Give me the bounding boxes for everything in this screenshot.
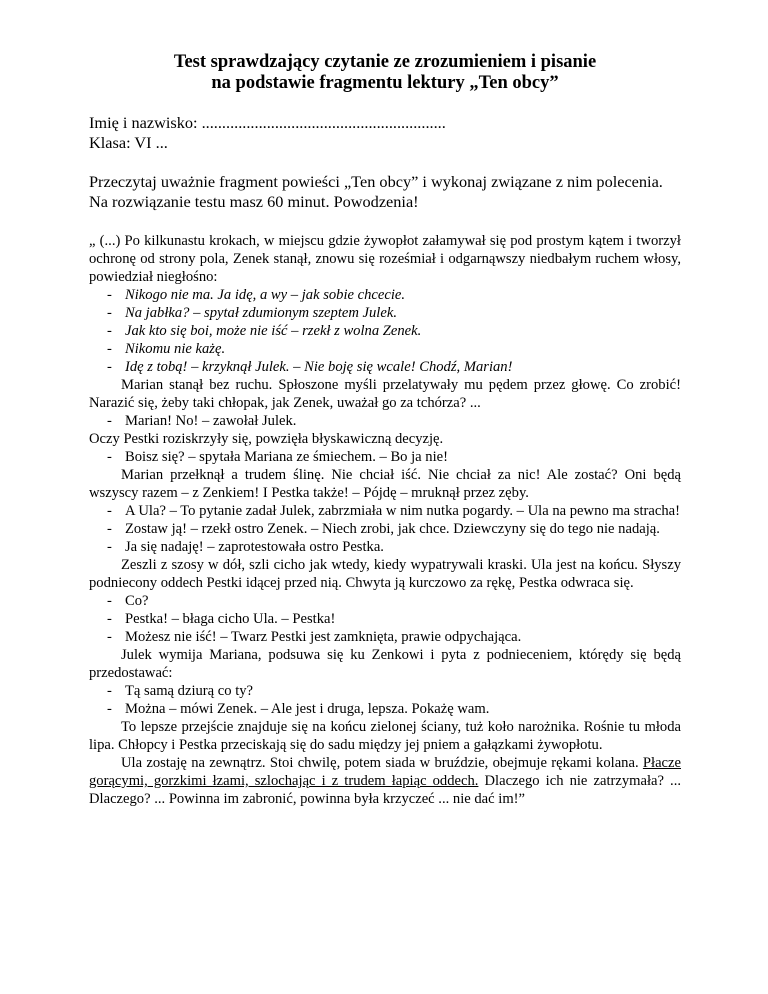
dialogue-line: - Jak kto się boi, może nie iść – rzekł z wolna Zenek. <box>107 323 422 339</box>
name-field: Imię i nazwisko: ............................................................ <box>89 113 446 132</box>
title-line-1: Test sprawdzający czytanie ze zrozumieniem i pisanie <box>173 52 597 72</box>
excerpt-paragraph: „ (...) Po kilkunastu krokach, w miejscu gdzie żywopłot załamywał się pod prostym kątem i tworzył ochronę od strony pola, Zenek stanął, znowu się roześmiał i odgarnąwszy niedbałym ruchem włosy, powiedział niegłośno: <box>89 233 681 285</box>
dialogue-line: - Ja się nadaję! – zaprotestowała ostro Pestka. <box>107 539 384 555</box>
dialogue-text: Marian! No! – zawołał Julek. <box>125 413 297 429</box>
excerpt-paragraph <box>89 754 681 808</box>
dialogue-line: - Boisz się? – spytała Mariana ze śmiechem. – Bo ja nie! <box>107 449 448 465</box>
dialogue-text: Nikogo nie ma. Ja idę, a wy – jak sobie chcecie. <box>125 287 406 303</box>
underlined-sentence: Płacze gorącymi, gorzkimi łzami, szlochając i z trudem łapiąc oddech. <box>89 755 681 789</box>
dialogue-text: A Ula? – To pytanie zadał Julek, zabrzmiała w nim nutka pogardy. – Ula na pewno ma stracha! <box>125 503 680 519</box>
dialogue-text: Można – mówi Zenek. – Ale jest i druga, lepsza. Pokażę wam. <box>125 701 490 717</box>
excerpt-paragraph: Zeszli z szosy w dół, szli cicho jak wtedy, kiedy wypatrywali kraski. Ula jest na końcu. Słyszy podniecony oddech Pestki idącej przed nią. Chwyta ją kurczowo za rękę, Pestka odwraca się. <box>89 557 681 591</box>
dialogue-line: - Zostaw ją! – rzekł ostro Zenek. – Niech zrobi, jak chce. Dziewczyny się do tego nie nadają. <box>107 521 660 537</box>
dialogue-text: Na jabłka? – spytał zdumionym szeptem Julek. <box>125 305 397 321</box>
dialogue-line: - Na jabłka? – spytał zdumionym szeptem Julek. <box>107 305 397 321</box>
test-title <box>89 52 681 94</box>
excerpt-paragraph: Marian przełknął a trudem ślinę. Nie chciał iść. Nie chciał za nic! Ale zostać? Oni będą wszyscy razem – z Zenkiem! I Pestka także! – Pójdę – mruknął przez zęby. <box>89 467 681 501</box>
dialogue-text: Pestka! – błaga cicho Ula. – Pestka! <box>125 611 336 627</box>
title-line-2: na podstawie fragmentu lektury „Ten obcy” <box>211 73 559 93</box>
dialogue-line: - Nikogo nie ma. Ja idę, a wy – jak sobie chcecie. <box>107 287 406 303</box>
excerpt-paragraph: To lepsze przejście znajduje się na końcu zielonej ściany, tuż koło narożnika. Rośnie tu młoda lipa. Chłopcy i Pestka przeciskają się do sadu między jej pniem a gałązkami żywopłotu. <box>89 719 681 753</box>
dialogue-line: - Marian! No! – zawołał Julek. <box>107 413 297 429</box>
dialogue-line: - Tą samą dziurą co ty? <box>107 683 254 699</box>
paragraph-text: Ula zostaję na zewnątrz. Stoi chwilę, potem siada w bruździe, obejmuje rękami kolana. <box>121 755 643 771</box>
excerpt-paragraph: Oczy Pestki roziskrzyły się, powzięła błyskawiczną decyzję. <box>89 431 444 447</box>
dialogue-text: Nikomu nie każę. <box>125 341 226 357</box>
dialogue-text: Tą samą dziurą co ty? <box>125 683 254 699</box>
dialogue-text: Jak kto się boi, może nie iść – rzekł z wolna Zenek. <box>125 323 422 339</box>
dialogue-line: - Możesz nie iść! – Twarz Pestki jest zamknięta, prawie odpychająca. <box>107 629 522 645</box>
dialogue-line: - A Ula? – To pytanie zadał Julek, zabrzmiała w nim nutka pogardy. – Ula na pewno ma stracha! <box>107 503 680 519</box>
excerpt <box>89 232 681 808</box>
instructions: Przeczytaj uważnie fragment powieści „Ten obcy” i wykonaj związane z nim polecenia. Na rozwiązanie testu masz 60 minut. Powodzenia! <box>89 172 663 211</box>
paragraph-text: Dlaczego ich nie zatrzymała? ... Dlaczego? ... Powinna im zabronić, powinna była krzyczeć ... nie dać im!” <box>89 773 681 807</box>
dialogue-line: - Co? <box>107 593 149 609</box>
class-field: Klasa: VI ... <box>89 133 168 152</box>
dialogue-text: Boisz się? – spytała Mariana ze śmiechem. – Bo ja nie! <box>125 449 448 465</box>
dialogue-text: Co? <box>125 593 149 609</box>
dialogue-line: - Można – mówi Zenek. – Ale jest i druga, lepsza. Pokażę wam. <box>107 701 490 717</box>
dialogue-text: Możesz nie iść! – Twarz Pestki jest zamknięta, prawie odpychająca. <box>125 629 522 645</box>
dialogue-line: - Pestka! – błaga cicho Ula. – Pestka! <box>107 611 336 627</box>
dialogue-text: Zostaw ją! – rzekł ostro Zenek. – Niech zrobi, jak chce. Dziewczyny się do tego nie nadają. <box>125 521 660 537</box>
excerpt-paragraph: Marian stanął bez ruchu. Spłoszone myśli przelatywały mu pędem przez głowę. Co zrobić! Narazić się, żeby taki chłopak, jak Zenek, uważał go za tchórza? ... <box>89 377 681 411</box>
student-info <box>89 113 681 153</box>
dialogue-text: Idę z tobą! – krzyknął Julek. – Nie boję się wcale! Chodź, Marian! <box>125 359 513 375</box>
dialogue-line: - Nikomu nie każę. <box>107 341 226 357</box>
dialogue-line: - Idę z tobą! – krzyknął Julek. – Nie boję się wcale! Chodź, Marian! <box>107 359 513 375</box>
dialogue-text: Ja się nadaję! – zaprotestowała ostro Pestka. <box>125 539 384 555</box>
document-page <box>89 52 681 808</box>
excerpt-paragraph: Julek wymija Mariana, podsuwa się ku Zenkowi i pyta z podnieceniem, którędy się będą przedostawać: <box>89 647 681 681</box>
